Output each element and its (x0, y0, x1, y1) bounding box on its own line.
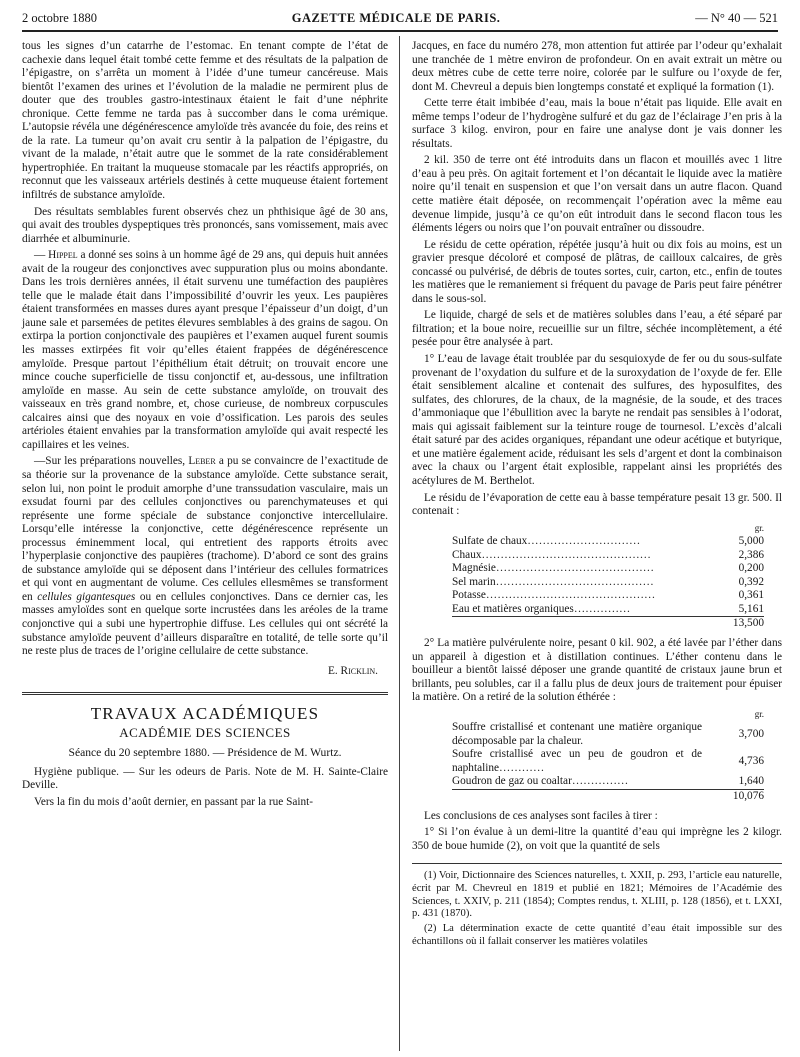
paragraph: —Sur les préparations nouvelles, Leber a pu se convaincre de l’exactitude de sa théorie sur la provenance de la substance amyloïde. Cette substance serait, selon lui, non point le produit amorphe d’une transsudation vasculaire, mais un exsudat fourni par des cellules conjonctives ou parenchymateuses et qui représente une forme spéciale de substance conjonctive intercellulaire. Lorsqu’elle intéresse la conjonctive, cette dégénérescence représente un processus éminemment local, qui entretient des rapports étroits avec l’hyperplasie conjonctive des paupières (trachome). D’abord ce sont des grains de substance amyloïde qui se déposent dans l’intérieur des cellules formatrices et qui vont en augmentant de volume. Ces cellules ellesmêmes se transforment en cellules gigantesques ou en cellules conjonctives. Dans ce dernier cas, les masses amyloïdes sont en quelque sorte incrustées dans les aréoles de la trame conjonctive qui a subi une hypertrophie diffuse. Les cellules qui ont sécrété la substance amyloïde peuvent d’ailleurs disparaître en totalité, de telle sorte qu’il ne reste plus de traces de l’origine cellulaire de cette substance. (22, 455, 389, 658)
paragraph: Vers la fin du mois d’août dernier, en passant par la rue Saint- (34, 795, 314, 808)
paragraph: Le résidu de l’évaporation de cette eau à basse température pesait 13 gr. 500. Il contenait : (412, 491, 782, 518)
table-cell: 5,000 (738, 535, 764, 548)
left-column (22, 40, 388, 812)
table-row (452, 535, 764, 549)
header-date: 2 octobre 1880 (22, 10, 97, 25)
table-cell: 5,161 (738, 602, 764, 615)
table-row (452, 562, 764, 576)
table-row (452, 775, 764, 789)
footnote: (2) La détermination exacte de cette quantité d’eau était impossible sur des échantillons où il fallait conserver les matières volatiles (412, 922, 782, 947)
paragraph: tous les signes d’un catarrhe de l’estomac. En tenant compte de l’état de cachexie dans lequel était tombé cette femme et des résultats de la palpation de l’épigastre, on s’arrêta un moment à l’idée d’une tumeur cancéreuse. Mais bientôt l’examen des urines et l’évolution de la maladie ne permirent plus de douter que des troubles gastro-intestinaux étaient le fait d’une néphrite chronique. Cette femme ne tarda pas à succomber dans le coma urémique. L’autopsie révéla une dégénérescence amyloïde très avancée du foie, des reins et de la rate. La tumeur qu’on avait cru sentir à la palpation de l’épigastre, du vivant de la malade, n’était autre que le sommet de la rate considérablement hypertrophiée. En traitant la muqueuse stomacale par les réactifs appropriés, on reconnut que les vaisseaux artériels destinés à cette muqueuse étaient fortement infiltrés de substance amyloïde. (22, 40, 388, 202)
table-cell: Sulfate de chaux………………………… (452, 535, 641, 548)
table-cell: 1,640 (738, 775, 764, 788)
paragraph: Le résidu de cette opération, répétée jusqu’à huit ou dix fois au moins, est un gravier presque décoloré et composé de plâtras, de cailloux calcaires, de grès concassé ou pulvérisé, de débris de toutes sortes, cuir, carton, etc., enfin de toutes les matières que le remaniement si fréquent du pavage de Paris peut faire pénétrer dans le sous-sol. (412, 238, 782, 305)
table-cell: 2,386 (738, 548, 764, 561)
footnote: (1) Voir, Dictionnaire des Sciences naturelles, t. XXII, p. 293, l’article eau naturelle, écrit par M. Chevreul en 1819 et publié en 1821; Mémoires de l’Académie des Sciences, t. XXIV, p. 211 (1854); Comptes rendus, t. XLIII, p. 128 (1856), et t. LXXI, p. 431 (1870). (412, 870, 782, 920)
paragraph: Le liquide, chargé de sels et de matières solubles dans l’eau, a été séparé par filtration; et la boue noire, recueillie sur un filtre, séchée incomplètement, a été pesée pour être analysée à part. (412, 309, 782, 349)
table-cell: Chaux……………………………………… (452, 548, 651, 561)
table-cell: 0,361 (738, 589, 764, 602)
table-row (452, 589, 764, 603)
table-cell: 0,392 (738, 575, 764, 588)
table-cell: Eau et matières organiques…………… (452, 602, 631, 615)
paragraph-text: ou en cellules conjonctives. Dans ce dernier cas, les masses amyloïdes sont en quelque sorte incrustées dans les aréoles de la trame conjonctive qui a subi une hypertrophie diffuse. Les cellules qui ont sécrété la substance amyloïde peuvent d’ailleurs disparaître en totalité, de telle sorte qu’il ne reste plus de traces de l’origine cellulaire de cette substance. (22, 590, 388, 658)
table-cell: Potasse……………………………………… (452, 589, 656, 602)
table-row (452, 748, 764, 775)
table-cell: 0,200 (738, 562, 764, 575)
signature: E. Ricklin. (327, 664, 378, 677)
unit-label: gr. (754, 522, 764, 533)
column-rule (399, 36, 400, 1051)
author-name: Leber (188, 455, 216, 468)
table-cell: Goudron de gaz ou coaltar…………… (452, 775, 629, 788)
table-cell: Souffre cristallisé et contenant une matière organique décomposable par la chaleur. (452, 721, 702, 747)
table-total: 13,500 (702, 617, 764, 631)
paragraph-text: a donné ses soins à un homme âgé de 29 ans, qui depuis huit années avait de la rougeur des conjonctives avec suppuration plus ou moins abondante. Dans les trois dernières années, il était survenu une tuméfaction des paupières telle que le malade était dans l’impossibilité d’ouvrir les yeux. Les paupières étaient transformées en masses dures ayant presque l’épaisseur d’un doigt, d’un jaune sale et parsemées de petites élevures semblables à des grains de sagou. On extirpa la portion conjonctivale des paupières et l’examen auquel furent soumis les masses extirpées fit voir qu’elles étaient frappées de dégénérescence amyloïde. Presque partout l’épithélium était détruit; on trouvait encore une mince couche superficielle de tissu conjonctif et, au-dessous, une infiltration amyloïde en masse. Au sein de cette substance amyloïde, on trouvait des vaisseaux en très grand nombre, et, chose curieuse, de nombreux corpuscules calcaires ainsi que des noyaux en voie d’ossification. Les parois des seules artérioles étaient envahies par la transformation amyloïde qui avait respecté les capillaires et les veines. (22, 249, 388, 451)
section-title: TRAVAUX ACADÉMIQUES (90, 704, 320, 724)
paragraph: 1° L’eau de lavage était troublée par du sesquioxyde de fer ou du sous-sulfate provenant de l’oxydation du sulfure et de la suroxydation de l’oxyde de fer. Elle était sensiblement alcaline et contenait des sulfures, des hyposulfites, des sulfates, des chlorures, de la chaux, de la magnésie, de la soude, et des traces d’ammoniaque que l’ébullition avec la baryte ne rendait pas sensibles à l’odorat, mais qui agissait faiblement sur la teinture rouge de tournesol. L’excès d’alcali était saturé par des acides organiques, répandant une odeur acétique et butyrique, et une matière également acide, réduisant les sels d’argent et dont la combinaison avec la chaux ou l’argent était explosible, rappelant ainsi les propriétés des acétylures de M. Berthelot. (412, 353, 782, 487)
paragraph: Les conclusions de ces analyses sont faciles à tirer : (424, 809, 658, 822)
paragraph: — Hippel a donné ses soins à un homme âgé de 29 ans, qui depuis huit années avait de la rougeur des conjonctives avec suppuration plus ou moins abondante. Dans les trois dernières années, il était survenu une tuméfaction des paupières telle que le malade était dans l’impossibilité d’ouvrir les yeux. Les paupières étaient transformées en masses dures ayant presque l’épaisseur d’un doigt, d’un jaune sale et parsemées de petites élevures semblables à des grains de sagou. On extirpa la portion conjonctivale des paupières et l’examen auquel furent soumis les masses extirpées fit voir qu’elles étaient frappées de dégénérescence amyloïde. Presque partout l’épithélium était détruit; on trouvait encore une mince couche superficielle de tissu conjonctif et, au-dessous, une infiltration amyloïde en masse. Au sein de cette substance amyloïde, on trouvait des vaisseaux en très grand nombre, et, chose curieuse, de nombreux corpuscules calcaires ainsi que des noyaux en voie d’ossification. Les parois des seules artérioles étaient envahies par la transformation amyloïde qui avait respecté les capillaires et les veines. (22, 249, 388, 451)
journal-title: GAZETTE MÉDICALE DE PARIS. (291, 10, 501, 25)
section-divider (22, 692, 388, 695)
table-row (452, 576, 764, 590)
table-row (452, 721, 764, 748)
analysis-table-1 (452, 522, 764, 631)
note-title: Hygiène publique. — Sur les odeurs de Paris. Note de M. H. Sainte-Claire Deville. (22, 765, 388, 792)
analysis-table-2 (452, 708, 764, 804)
table-total-row (452, 789, 764, 803)
table-cell: 3,700 (738, 728, 764, 741)
session-line: Séance du 20 septembre 1880. — Présidence de M. Wurtz. (68, 746, 342, 760)
author-name: Hippel (48, 249, 78, 262)
table-cell: 4,736 (738, 755, 764, 768)
paragraph: 1° Si l’on évalue à un demi-litre la quantité d’eau qui imprègne les 2 kilogr. 350 de boue humide (2), on voit que la quantité de sels (412, 826, 782, 852)
table-total: 10,076 (702, 789, 764, 803)
paragraph: Des résultats semblables furent observés chez un phthisique âgé de 30 ans, qui avait des troubles dyspeptiques très prononcés, sans vomissement, mais avec diarrhée et albuminurie. (22, 205, 388, 245)
paragraph: 2 kil. 350 de terre ont été introduits dans un flacon et mouillés avec 1 litre d’eau à peu près. On agitait fortement et l’on décantait le liquide avec la matière noire qu’il tenait en suspension et que l’on versait dans un autre flacon. Quand cette matière était déposée, on recommençait l’opération avec la même eau devenue limpide, jusqu’à ce qu’on eût introduit dans le second flacon tous les éléments légers ou noirs que l’on pouvait entraîner ou dissoudre. (412, 154, 782, 235)
unit-label: gr. (754, 708, 764, 719)
table-row (452, 549, 764, 563)
table-cell: Soufre cristallisé avec un peu de goudron et de naphtaline………… (452, 748, 702, 774)
section-subtitle: ACADÉMIE DES SCIENCES (119, 724, 291, 740)
table-cell: Magnésie…………………………………… (452, 562, 655, 575)
emphasis-text: cellules gigantesques (37, 590, 136, 603)
page-header (22, 6, 778, 32)
paragraph: Jacques, en face du numéro 278, mon attention fut attirée par l’odeur qu’exhalait une tranchée de 1 mètre environ de profondeur. On en avait extrait un mètre ou deux mètres cube de cette terre noire, colorée par le sulfure ou l’oxyde de fer, dont M. Chevreul a depuis bien longtemps constaté et expliqué la formation (1). (412, 40, 782, 93)
paragraph-text: a pu se convaincre de l’exactitude de sa théorie sur la provenance de la substance amyloïde. Cette substance serait, selon lui, non point le produit amorphe d’une transsudation vasculaire, mais un exsudat fourni par des cellules conjonctives ou parenchymateuses et qui représente une forme spéciale de substance conjonctive intercellulaire. Lorsqu’elle intéresse la conjonctive, cette dégénérescence représente un processus éminemment local, qui entretient des rapports étroits avec l’hyperplasie conjonctive des paupières (trachome). D’abord ce sont des grains de substance amyloïde qui se déposent dans l’intérieur des cellules formatrices et qui vont en augmentant de volume. Ces cellules ellesmêmes se transforment en (22, 455, 389, 603)
table-cell: Sel marin…………………………………… (452, 575, 654, 588)
right-column (412, 40, 782, 950)
paragraph: Cette terre était imbibée d’eau, mais la boue n’était pas liquide. Elle avait en même temps l’odeur de l’hydrogène sulfuré et du gaz de l’éclairage J’en pris à la surface 3 kilog. environ, pour en faire une analyse dont je vais donner les résultats. (412, 97, 782, 150)
table-row (452, 603, 764, 617)
issue-page-number: — N° 40 — 521 (695, 10, 778, 25)
paragraph: 2° La matière pulvérulente noire, pesant 0 kil. 902, a été lavée par l’éther dans un appareil à digestion et à distillation continues. L’éther contenu dans le bouilleur a bientôt laissé déposer une grande quantité de cristaux jaune brun et brillants, peu solubles, car il a fallu plus de deux jours de traitement pour épuiser la matière. On a retiré de la solution éthérée : (412, 636, 782, 704)
footnotes (412, 863, 782, 948)
table-total-row (452, 617, 764, 631)
